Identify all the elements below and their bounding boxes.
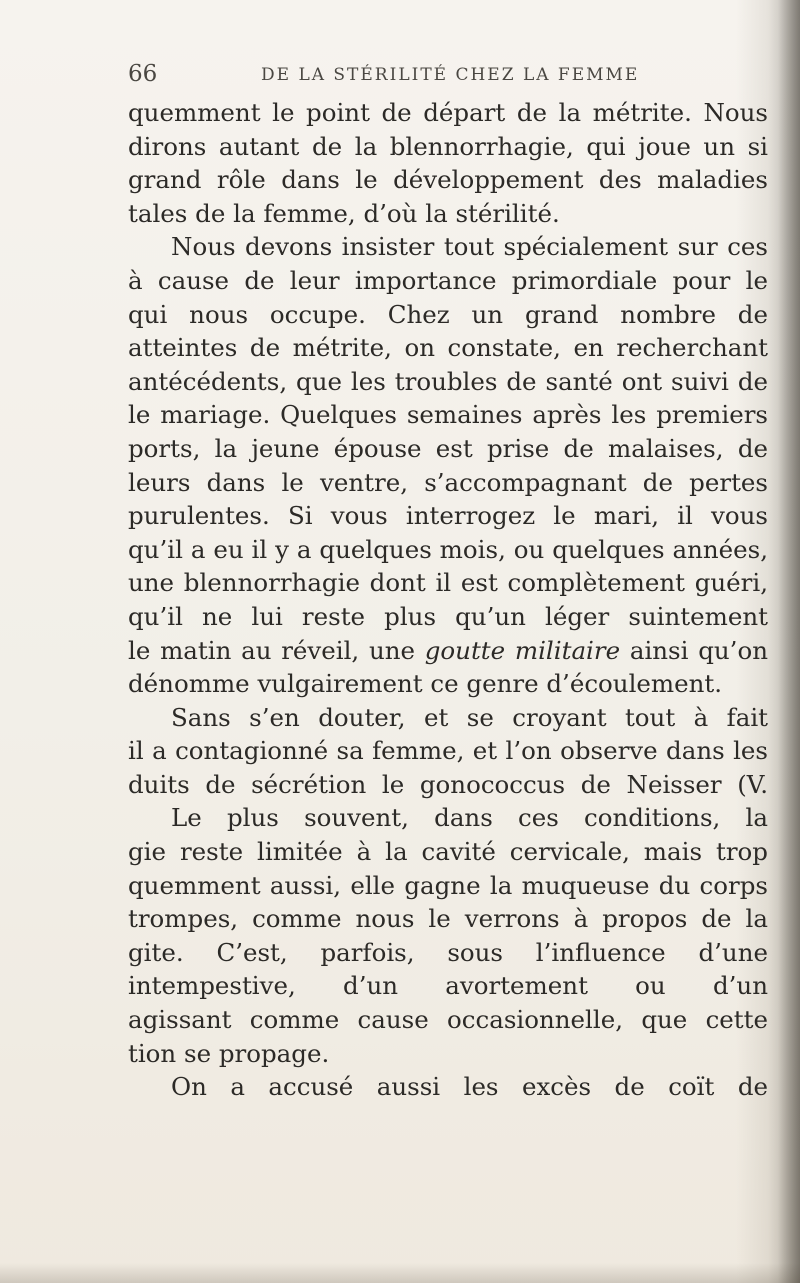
text-line: quemment le point de départ de la métrite. Nous (128, 98, 768, 127)
text-line: tion se propage. (128, 1038, 330, 1068)
text-line: une blennorrhagie dont il est complètement guéri, (128, 568, 768, 598)
text-line: duits de sécrétion le gonococcus de Neisser (V. (128, 769, 768, 799)
italic-phrase: goutte militaire (424, 635, 621, 665)
text-line-mixed (128, 634, 768, 668)
text-line: gite. C’est, parfois, sous l’influence d’une (128, 937, 768, 967)
text-line: trompes, comme nous le verrons à propos de la (128, 904, 768, 934)
text-line: ports, la jeune épouse est prise de malaises, de (128, 433, 768, 463)
text-line: à cause de leur importance primordiale pour le (128, 265, 768, 295)
text-line: atteintes de métrite, on constate, en recherchant (128, 333, 768, 363)
text-line: On a accusé aussi les excès de coït de (171, 1072, 768, 1102)
text-segment: ainsi qu’on (620, 635, 768, 665)
text-line: Le plus souvent, dans ces conditions, la (171, 803, 768, 833)
page-edge-shadow (778, 0, 800, 1283)
text-line: tales de la femme, d’où la stérilité. (128, 198, 560, 228)
text-segment: le matin au réveil, une (128, 635, 425, 665)
text-line: purulentes. Si vous interrogez le mari, il vous (128, 501, 768, 531)
page-bottom-shadow (0, 1263, 800, 1283)
text-line: dénomme vulgairement ce genre d’écoulement. (128, 669, 723, 699)
text-line: Nous devons insister tout spécialement sur ces (171, 232, 768, 262)
text-line: le mariage. Quelques semaines après les premiers (128, 400, 768, 430)
text-line: agissant comme cause occasionnelle, que cette (128, 1005, 768, 1035)
text-line: quemment aussi, elle gagne la muqueuse du corps (128, 870, 768, 900)
text-line: leurs dans le ventre, s’accompagnant de pertes (128, 467, 768, 497)
body-text (128, 96, 768, 1104)
text-line: qu’il a eu il y a quelques mois, ou quelques années, (128, 534, 768, 564)
text-line: intempestive, d’un avortement ou d’un (128, 971, 768, 1001)
running-title: DE LA STÉRILITÉ CHEZ LA FEMME (261, 65, 640, 85)
page-number: 66 (128, 61, 158, 87)
text-line: qu’il ne lui reste plus qu’un léger suintement (128, 601, 768, 631)
text-line: grand rôle dans le développement des maladies (128, 165, 768, 195)
text-line: qui nous occupe. Chez un grand nombre de (128, 299, 768, 329)
text-line: Sans s’en douter, et se croyant tout à fait (171, 702, 768, 732)
text-line: gie reste limitée à la cavité cervicale, mais trop (128, 837, 768, 867)
running-head (128, 61, 768, 89)
text-line: dirons autant de la blennorrhagie, qui joue un si (128, 131, 768, 161)
text-line: il a contagionné sa femme, et l’on observe dans les (128, 736, 768, 766)
text-line: antécédents, que les troubles de santé ont suivi de (128, 366, 768, 396)
